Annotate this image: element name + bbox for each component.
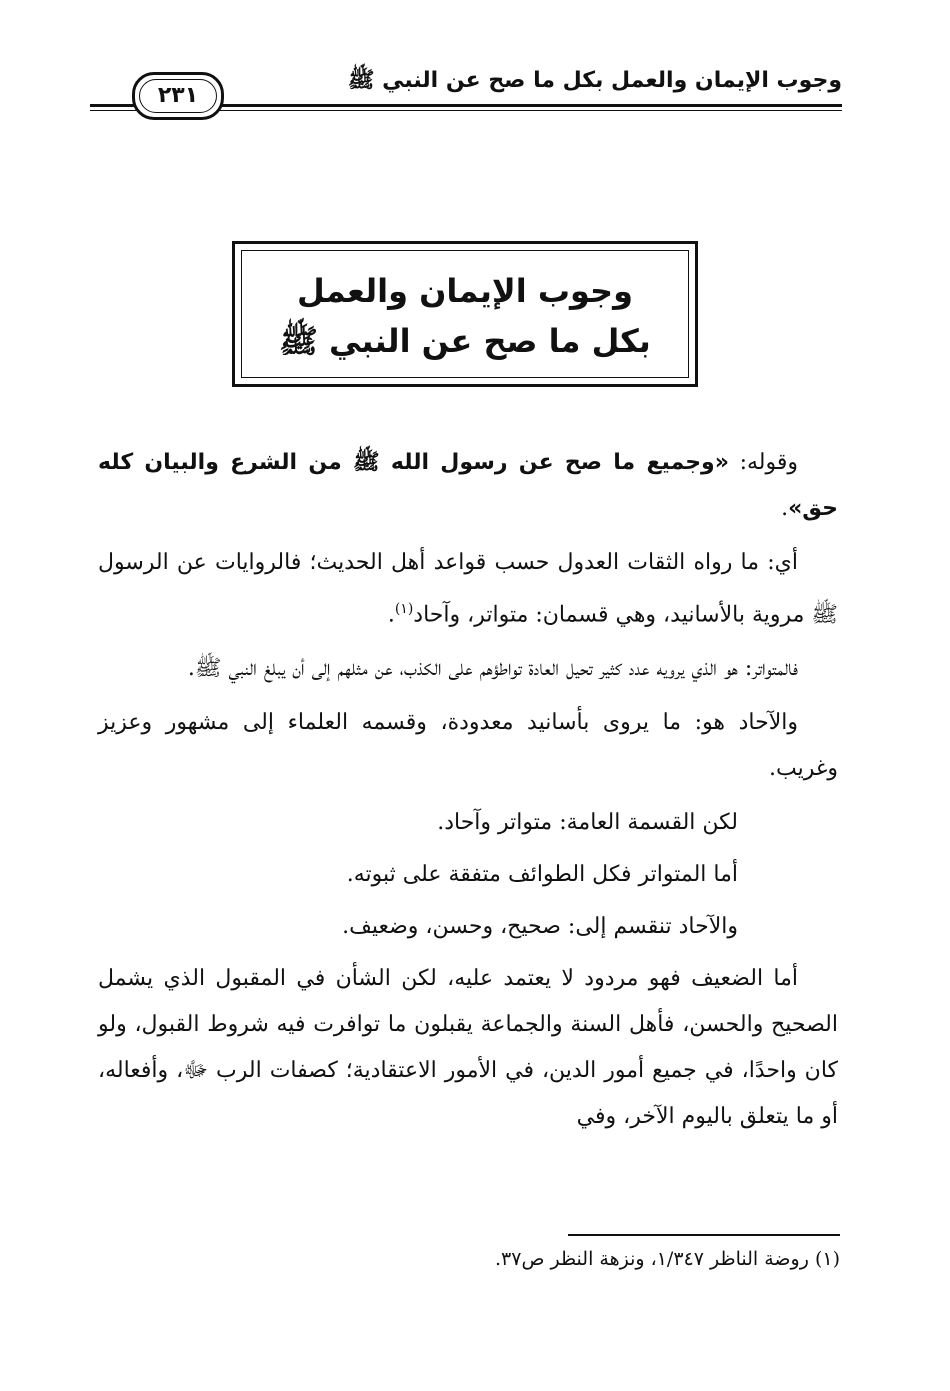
- paragraph-3: فالمتواتر: هو الذي يرويه عدد كثير تحيل العادة تواطؤهم على الكذب، عن مثلهم إلى أن يبلغ النبي ﷺ.: [187, 656, 798, 682]
- chapter-title-line-1: وجوب الإيمان والعمل: [297, 272, 633, 310]
- quoted-matn: «وجميع ما صح عن رسول الله ﷺ من الشرع والبيان كله حق»: [98, 450, 838, 521]
- chapter-title-box: [232, 241, 698, 387]
- paragraph-5: لكن القسمة العامة: متواتر وآحاد.: [437, 810, 738, 836]
- paragraph-2-tail: .: [387, 602, 395, 628]
- footnote: (١) روضة الناظر ١/٣٤٧، ونزهة النظر ص٣٧.: [495, 1248, 840, 1270]
- paragraph-7: والآحاد تنقسم إلى: صحيح، وحسن، وضعيف.: [342, 914, 738, 940]
- paragraph-8: أما الضعيف فهو مردود لا يعتمد عليه، لكن الشأن في المقبول الذي يشمل الصحيح والحسن، فأهل السنة والجماعة يقبلون ما توافرت فيه شروط القبول، ولو كان واحدًا، في جميع أمور الدين، في الأمور الاعتقادية؛ كصفات الرب ﷻ، وأفعاله، أو ما يتعلق باليوم الآخر، وفي: [98, 966, 838, 1130]
- footnote-marker: (١): [394, 601, 414, 617]
- running-title: وجوب الإيمان والعمل بكل ما صح عن النبي ﷺ: [347, 68, 842, 93]
- footnote-separator: [568, 1234, 840, 1236]
- paragraph-2: [98, 540, 838, 638]
- paragraph-4: والآحاد هو: ما يروى بأسانيد معدودة، وقسمه العلماء إلى مشهور وعزيز وغريب.: [98, 710, 838, 782]
- paragraph-6: أما المتواتر فكل الطوائف متفقة على ثبوته.: [346, 862, 738, 888]
- page-number: ٢٣١: [132, 72, 224, 120]
- paragraph-1: [98, 440, 838, 532]
- paragraph-2-text: أي: ما رواه الثقات العدول حسب قواعد أهل الحديث؛ فالروايات عن الرسول ﷺ مروية بالأسانيد، وهي قسمان: متواتر، وآحاد: [98, 550, 838, 628]
- paragraph-1-tail: .: [781, 496, 789, 521]
- paragraph-1-lead: وقوله:: [728, 450, 798, 475]
- running-header: [90, 60, 842, 120]
- body-text: [98, 440, 838, 1148]
- chapter-title-line-2: بكل ما صح عن النبي ﷺ: [279, 322, 651, 360]
